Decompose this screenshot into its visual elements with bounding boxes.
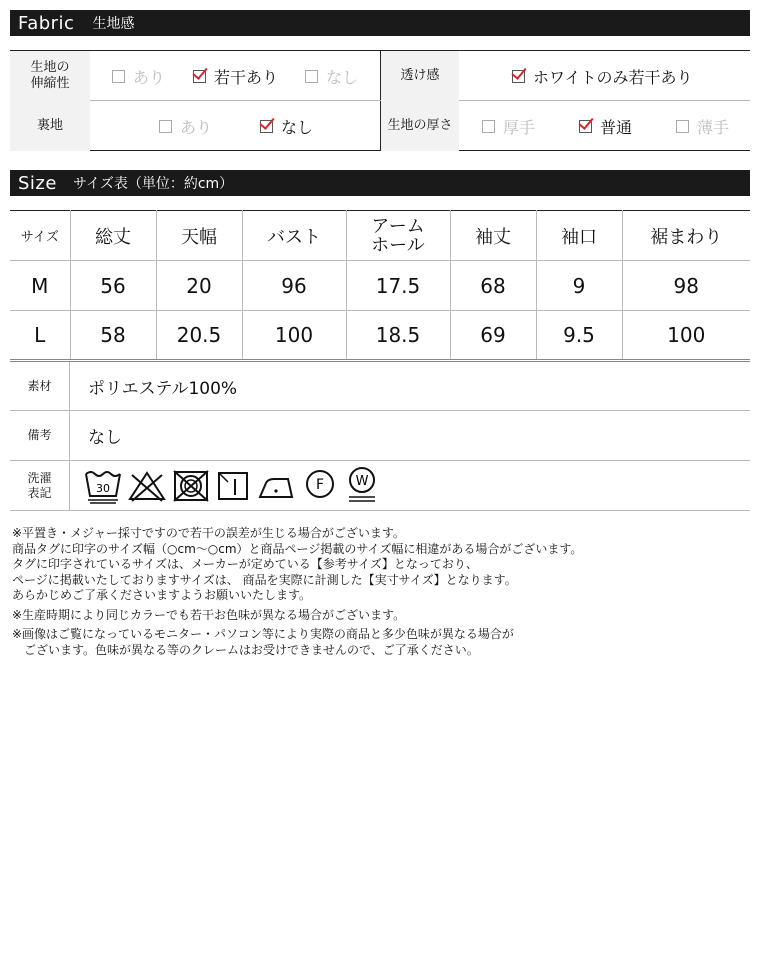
- stretch-label: [10, 51, 90, 101]
- thickness-option-thick: [482, 101, 535, 151]
- table-row: [10, 261, 750, 311]
- option-label: 薄手: [697, 117, 730, 137]
- material-value: ポリエステル100%: [88, 378, 238, 399]
- option-label: なし: [281, 117, 314, 137]
- table-cell: 58: [70, 311, 156, 361]
- armhole-line1: アーム: [371, 215, 425, 237]
- table-cell: 96: [242, 261, 346, 311]
- checkbox-icon: [305, 70, 318, 83]
- table-cell: 20.5: [156, 311, 242, 361]
- note-line: あらかじめご了承くださいますようお願いいたします。: [12, 588, 312, 602]
- table-cell: 9: [536, 261, 622, 311]
- wash-30-icon: [84, 468, 122, 504]
- table-cell: 20: [156, 261, 242, 311]
- note-line: ページに掲載いたしておりますサイズは、 商品を実際に計測した【実寸サイズ】となります。: [12, 572, 517, 587]
- col-header-size: サイズ: [10, 211, 70, 261]
- size-table: [10, 210, 750, 362]
- size-title: Size: [18, 172, 57, 194]
- stretch-option-slight: [193, 51, 278, 101]
- col-header-length: 総丈: [70, 211, 156, 261]
- sheer-label: 透け感: [381, 51, 459, 101]
- remarks-row: [10, 411, 750, 461]
- wash-temp: 30: [96, 481, 110, 495]
- note-line: タグに印字されているサイズは、メーカーが定めている【参考サイズ】となっており、: [12, 557, 478, 571]
- fabric-section-header: [10, 10, 750, 36]
- checkbox-icon: [112, 70, 125, 83]
- remarks-value: なし: [88, 428, 122, 448]
- table-cell: 56: [70, 261, 156, 311]
- note-line: 商品タグに印字のサイズ幅（○cm～○cm）と商品ページ掲載のサイズ幅に相違がある場合がございます。: [12, 541, 583, 556]
- option-label: あり: [133, 67, 166, 87]
- fabric-row-2: [10, 101, 750, 151]
- remarks-label: 備考: [10, 411, 70, 460]
- size-table-header-row: [10, 211, 750, 261]
- checkbox-checked-icon: [193, 70, 206, 83]
- table-row: [10, 311, 750, 361]
- sheer-option-white-slight: [512, 51, 693, 101]
- thickness-option-normal: [579, 101, 632, 151]
- checkbox-icon: [159, 120, 172, 133]
- material-row: [10, 362, 750, 411]
- lining-option-yes: [159, 101, 212, 151]
- fabric-title: Fabric: [18, 12, 75, 34]
- fabric-table: [10, 50, 750, 151]
- checkbox-checked-icon: [260, 120, 273, 133]
- stretch-option-yes: [112, 51, 165, 101]
- checkbox-checked-icon: [579, 120, 592, 133]
- dry-clean-f-icon: [302, 468, 338, 504]
- size-cell: L: [10, 311, 70, 361]
- col-header-hem: 裾まわり: [622, 211, 750, 261]
- col-header-sleeve-length: 袖丈: [450, 211, 536, 261]
- lining-label: 裏地: [10, 101, 90, 151]
- care-label-line1: 洗濯: [27, 470, 52, 485]
- fabric-subtitle: 生地感: [92, 16, 135, 32]
- col-header-top-width: 天幅: [156, 211, 242, 261]
- option-label: 厚手: [503, 117, 536, 137]
- note-line: ございます。色味が異なる等のクレームはお受けできませんので、ご了承ください。: [12, 642, 479, 657]
- note-line: ※平置き・メジャー採寸ですので若干の誤差が生じる場合がございます。: [12, 526, 405, 540]
- no-bleach-icon: [128, 469, 166, 503]
- note-line: ※生産時期により同じカラーでも若干お色味が異なる場合がございます。: [12, 607, 406, 622]
- option-label: あり: [180, 117, 213, 137]
- option-label: ホワイトのみ若干あり: [533, 67, 693, 87]
- table-cell: 9.5: [536, 311, 622, 361]
- armhole-line2: ホール: [371, 234, 425, 256]
- table-cell: 100: [622, 311, 750, 361]
- fabric-row-1: [10, 51, 750, 101]
- line-dry-shade-icon: [216, 469, 250, 503]
- stretch-option-no: [305, 51, 358, 101]
- table-cell: 68: [450, 261, 536, 311]
- wet-clean-letter: W: [355, 473, 369, 489]
- note-line: ※画像はご覧になっているモニター・パソコン等により実際の商品と多少色味が異なる場合が: [12, 627, 514, 641]
- table-cell: 17.5: [346, 261, 450, 311]
- option-label: 若干あり: [214, 67, 279, 87]
- no-tumble-dry-icon: [172, 469, 210, 503]
- care-label-line2: 表記: [27, 485, 52, 500]
- notes: [12, 526, 582, 658]
- table-cell: 69: [450, 311, 536, 361]
- iron-low-icon: [256, 469, 296, 503]
- option-label: なし: [326, 67, 359, 87]
- table-cell: 98: [622, 261, 750, 311]
- stretch-label-line1: 生地の: [30, 60, 70, 75]
- checkbox-checked-icon: [512, 70, 525, 83]
- dry-clean-letter: F: [315, 476, 325, 493]
- lining-option-no: [260, 101, 313, 151]
- wet-clean-w-icon: [344, 466, 380, 506]
- size-section-header: [10, 170, 750, 196]
- care-row: [10, 461, 750, 511]
- material-label: 素材: [10, 362, 70, 410]
- size-cell: M: [10, 261, 70, 311]
- thickness-label: 生地の厚さ: [381, 101, 459, 151]
- thickness-option-thin: [676, 101, 729, 151]
- col-header-cuff: 袖口: [536, 211, 622, 261]
- care-icons: [70, 461, 750, 510]
- care-label: [10, 461, 70, 510]
- checkbox-icon: [676, 120, 689, 133]
- table-cell: 100: [242, 311, 346, 361]
- table-cell: 18.5: [346, 311, 450, 361]
- option-label: 普通: [600, 117, 633, 137]
- size-subtitle: サイズ表（単位：約cm）: [72, 176, 234, 192]
- col-header-bust: バスト: [242, 211, 346, 261]
- col-header-armhole: [346, 211, 450, 261]
- stretch-label-line2: 伸縮性: [30, 76, 70, 91]
- checkbox-icon: [482, 120, 495, 133]
